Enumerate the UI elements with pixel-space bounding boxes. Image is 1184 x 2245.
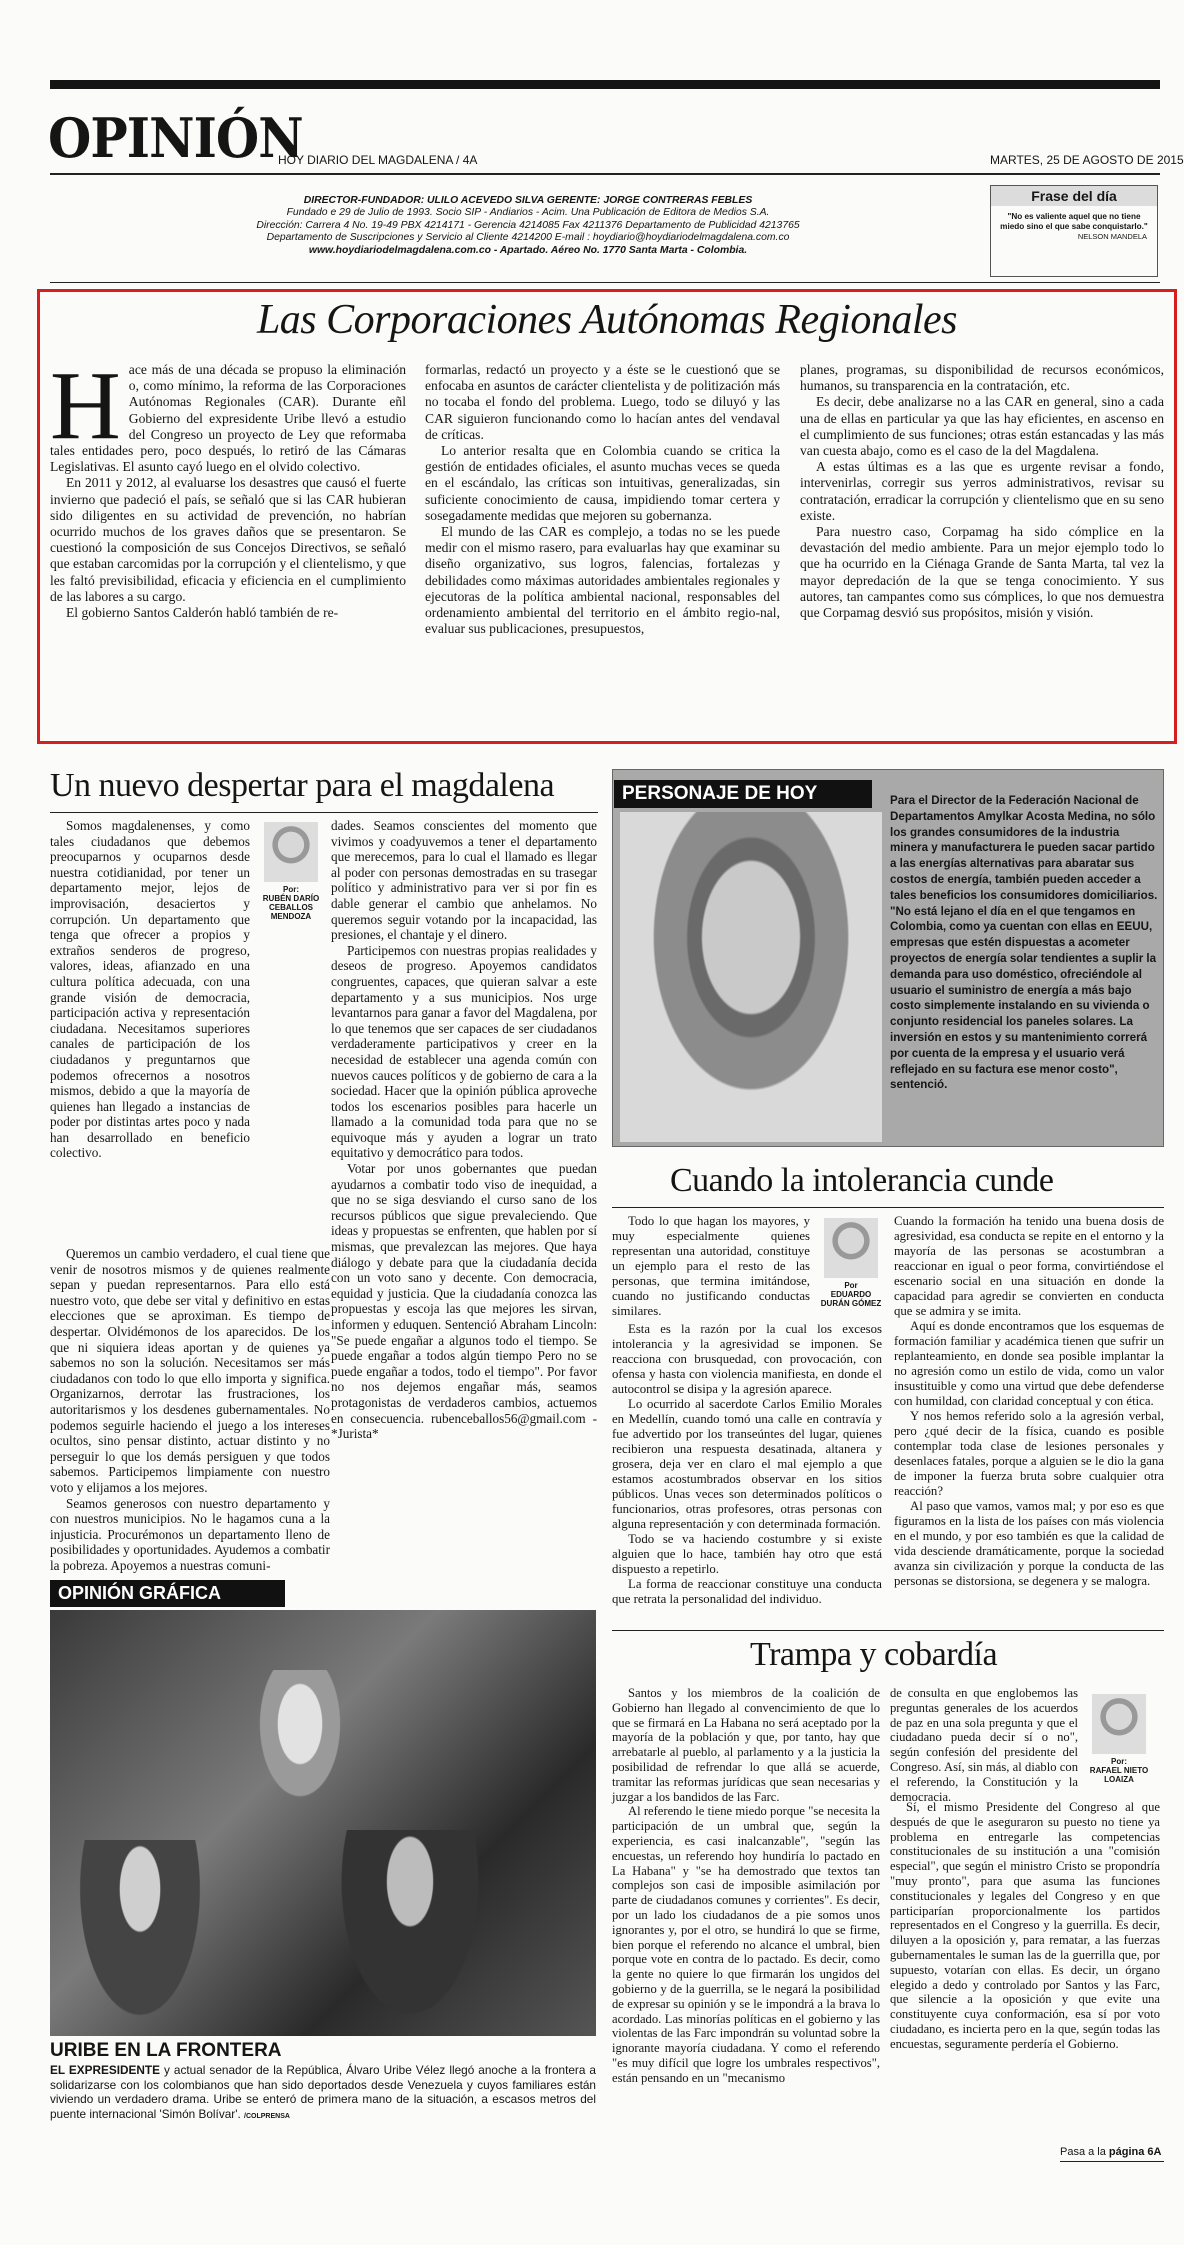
personaje-text: Para el Director de la Federación Nacional de Departamentos Amylkar Acosta Medina, no sólo los grandes consumidores de la industria minera y manufacturera le pueden sacar partido a las energías alternativas para abaratar sus costos de energía, también pueden acceder a tales beneficios los consumidores domiciliarios. "No está lejano el día en el que tengamos en Colombia, como ya cuentan con ellas en EEUU, empresas que estén dispuestas a acometer proyectos de energía solar tendientes a suplir la demanda para uso doméstico, ofreciéndole al usuario el suministro de energía a más bajo costo simplemente instalando en su vivienda o conjunto residencial los paneles solares. La inversión en estos y su mantenimiento correrá por cuenta de la empresa y el usuario verá reflejado en su factura ese menor costo", sentenció.	[890, 794, 1158, 1092]
despertar-column-1b	[50, 1246, 330, 1573]
paragraph: Queremos un cambio verdadero, el cual tiene que venir de nosotros mismos y de quienes realmente sepan y puedan representarnos. Para ello está nuestro voto, que debe ser vital y definitivo en estas elecciones que se aproximan. Es tiempo de despertar. Olvidémonos de los aparecidos. De los que ni siquiera ideas aportan y de quienes ya sabemos no son la solución. Necesitamos ser más ciudadanos con todo lo que ello importa y significa. Organizarnos, derrotar las frustraciones, los autoritarismos y los desdenes gubernamentales. No podemos seguirle haciendo el juego a los intereses ocultos, sino pensar distinto, actuar distinto y no perseguir lo que los demás persiguen y que todos sabemos. Participemos limpiamente con nuestro voto y elijamos a los mejores.	[50, 1246, 330, 1495]
divider	[50, 812, 598, 813]
credits-line: Departamento de Suscripciones y Servicio al Cliente 4214200 E-mail : hoydiario@hoydiariodelmagdalena.com.co	[266, 232, 790, 244]
frase-quote: "No es valiente aquel que no tiene miedo sino el que sabe conquistarlo."	[1000, 212, 1148, 231]
intolerancia-column-2	[894, 1214, 1164, 1589]
paragraph: Para nuestro caso, Corpamag ha sido cómplice en la devastación del medio ambiente. Para un mejor ejemplo todo lo que ha ocurrido en la Ciénaga Grande de Santa Marta, tal vez la mayor depredación de la que se tenga conocimiento. Y sus autores, tan campantes como sus cómplices, lo que nos demuestra que Corpamag desvió sus propósitos, misión y visión.	[800, 524, 1164, 621]
header-bottom-rule	[50, 282, 1160, 283]
paragraph: Lo anterior resalta que en Colombia cuando se critica la gestión de entidades oficiales, el asunto muchas veces se queda en el escándalo, las críticas son intuitivas, generalizadas, sin suficiente conocimiento de causa, impidiendo tomar certera y sosegadamente medidas que mejoren su gobernanza.	[425, 443, 780, 523]
paragraph: Es decir, debe analizarse no a las CAR en general, sino a cada una de ellas en particular ya que las hay eficientes, en ascenso en el cumplimiento de sus funciones; otras están estancadas y las más van cuesta abajo, como es el caso de la del Magdalena.	[800, 394, 1164, 459]
photo-credit: /COLPRENSA	[244, 2112, 290, 2120]
despertar-column-1	[50, 818, 330, 1161]
top-rule	[50, 80, 1160, 89]
photo-figure	[70, 1840, 210, 2036]
despertar-title: Un nuevo despertar para el magdalena	[50, 767, 555, 804]
grafica-photo	[50, 1610, 596, 2036]
author-byline	[819, 1218, 883, 1308]
intolerancia-title: Cuando la intolerancia cunde	[670, 1162, 1054, 1199]
author-label: Por:	[1111, 1757, 1127, 1766]
masthead-rule	[50, 173, 1160, 175]
paragraph: En 2011 y 2012, al evaluarse los desastres que causó el fuerte invierno que padeció el país, se señaló que si las CAR hubieran sido diligentes en su actividad de prevención, no habrían ocurrido muchos de los graves daños que se presentaron. Se cuestionó la composición de sus Concejos Directivos, se señaló que estaban carcomidas por la corrupción y el clientelismo, y que les faltó previsibilidad, eficacia y eficiencia en el cumplimiento de las labores a su cargo.	[50, 475, 406, 604]
author-label: Por:	[283, 885, 299, 894]
trampa-column-1	[612, 1686, 880, 2086]
author-photo	[824, 1218, 878, 1278]
trampa-column-2	[890, 1686, 1078, 1804]
editorial-title: Las Corporaciones Autónomas Regionales	[256, 297, 958, 343]
paragraph: Todo se va haciendo costumbre y si existe alguien que lo hace, también hay otro que está dispuesto a repetirlo.	[612, 1532, 882, 1576]
author-label: Por	[844, 1281, 858, 1290]
paragraph: Cuando la formación ha tenido una buena dosis de agresividad, esa conducta se repite en el entorno y la mayoría de las personas se acostumbran a reaccionar en igual o peor forma, convirtiéndose el escenario social en una situación en donde la capacidad para agredir se convierten en conducta que se admira y se imita.	[894, 1214, 1164, 1318]
paragraph: Somos magdalenenses, y como tales ciudadanos que debemos preocuparnos y ocuparnos desde nuestra cotidianidad, por tener un departamento mejor, lejos de improvisación, desaciertos y corrupción. Un departamento que tenga que ofrecer a propios y extraños senderos de progreso, valores, ideas, afianzado en una cultura política adecuada, con una grande visión de democracia, participación activa y representación ciudadana. Necesitamos superiores canales de participación de los ciudadanos y preguntarnos que podemos ofrecernos a nosotros mismos, debido a que la mayoría de quienes han llegado a instancias de poder por distintas artes poco y nada han desarrollado en beneficio colectivo.	[50, 818, 250, 1161]
paragraph: Lo ocurrido al sacerdote Carlos Emilio Morales en Medellín, cuando tomó una calle en contravía y fue advertido por los transeúntes del lugar, quienes recibieron una respuesta desatinada, altanera y grosera, deja ver en claro el mal ejemplo a que estamos acostumbrados observar en los sitios públicos. Unas veces son determinados políticos o funcionarios, otras profesores, otras personas con alguna representación y con determinada formación.	[612, 1397, 882, 1531]
divider	[612, 1630, 1164, 1631]
paragraph: dades. Seamos conscientes del momento que vivimos y coadyuvemos a tener el departamento que merecemos, para lo cual el llamado es llegar al poder con personas demostradas en su trasegar político y administrativo para ver si por fin es dable generar el cambio que anhelamos. No queremos seguir votando por la incapacidad, las presiones, el chantaje y el dinero.	[331, 818, 597, 943]
editorial-column-2	[425, 362, 780, 637]
paragraph: Votar por unos gobernantes que puedan ayudarnos a combatir todo viso de inequidad, a que no se siga desviando el curso sano de los recursos públicos que sigue prevaleciendo. Que ideas y propuestas se enfrenten, que hablen por sí mismas, que prevalezcan las mejores. Que haya diálogo y debate para que la ciudadanía decida con un voto sano y decente. Con democracia, equidad y justicia. Que la ciudadanía conozca las propuestas y escoja las que mejores les sirvan, informen y eduquen. Sentenció Abraham Lincoln: "Se puede engañar a algunos todo el tiempo. Se puede engañar a todos algún tiempo Pero no se puede engañar a todos, todo el tiempo". Por favor no nos dejemos engañar más, seamos protagonistas de verdaderos cambios, actuemos en consecuencia. rubenceballos56@gmail.com -*Jurista*	[331, 1161, 597, 1442]
paragraph: formarlas, redactó un proyecto y a éste se le cuestionó que se enfocaba en asuntos de carácter clientelista y de politización más no tocaba el fondo del problema. Luego, todo se diluyó y las CAR siguieron funcionando como lo hacían antes del vendaval de críticas.	[425, 362, 780, 442]
frase-author: NELSON MANDELA	[1077, 232, 1147, 241]
personaje-photo	[620, 812, 882, 1142]
caption-lead: EL EXPRESIDENTE	[50, 2063, 160, 2077]
paragraph: Seamos generosos con nuestro departamento y con nuestros municipios. No le hagamos cuna a la injusticia. Procurémonos un departamento lleno de posibilidades y oportunidades. Ayudemos a combatir la pobreza. Apoyemos a nuestras comuni-	[50, 1495, 330, 1573]
grafica-caption-title: URIBE EN LA FRONTERA	[50, 2040, 282, 2061]
author-name: RAFAEL NIETO LOAIZA	[1089, 1766, 1149, 1784]
despertar-column-2	[331, 818, 597, 1442]
credits-line: Fundado e 29 de Julio de 1993. Socio SIP - Andiarios - Acim. Una Publicación de Editora de Medios S.A.	[286, 207, 770, 219]
author-name: RUBÉN DARÍO CEBALLOS MENDOZA	[262, 894, 320, 921]
grafica-caption	[50, 2063, 596, 2124]
continue-label: Pasa a la	[1060, 2146, 1109, 2158]
photo-figure	[230, 1670, 370, 1850]
personaje-label: PERSONAJE DE HOY	[614, 780, 872, 808]
divider	[1060, 2161, 1164, 2162]
credits-block	[168, 195, 888, 257]
paragraph: de consulta en que englobemos las preguntas generales de los acuerdos de paz en una sola pregunta y que el ciudadano pueda decir sí o no", según confesión del presidente del Congreso. Así, sin más, al diablo con el referendo, la Constitución y la democracia.	[890, 1686, 1078, 1804]
paragraph: A estas últimas es a las que es urgente revisar a fondo, intervenirlas, corregir sus yerros administrativos, revisar su contratación, erradicar la corrupción y clientelismo que en su seno existe.	[800, 459, 1164, 523]
trampa-column-2b	[890, 1800, 1160, 2052]
editorial-column-1	[50, 352, 406, 621]
author-photo	[1092, 1694, 1146, 1754]
trampa-title: Trampa y cobardía	[750, 1636, 998, 1673]
paragraph: Al paso que vamos, vamos mal; y por eso es que figuramos en la lista de los países con más violencia en el mundo, y por eso también es que la calidad de vida desciende dramáticamente, porque la sociedad avanza sin civilización y porque la conducta de las personas se distorsiona, se degenera y se malogra.	[894, 1499, 1164, 1588]
frase-del-dia-box	[990, 185, 1158, 277]
intolerancia-column-1b	[612, 1322, 882, 1607]
paragraph: Santos y los miembros de la coalición de Gobierno han llegado al convencimiento de que lo que se firmará en La Habana no será aceptado por la mayoría de la población y que, por tanto, hay que arrebatarle al pueblo, al parlamento y a la justicia la posibilidad de refrendar lo que allá se acuerde, tramitar las reformas jurídicas que sean necesarias y juzgar a los bandidos de las Farc.	[612, 1686, 880, 1804]
photo-figure	[330, 1830, 490, 2036]
credits-line: DIRECTOR-FUNDADOR: ULILO ACEVEDO SILVA GERENTE: JORGE CONTRERAS FEBLES	[303, 195, 753, 206]
paragraph: planes, programas, su disponibilidad de recursos económicos, humanos, su transparencia en la contratación, etc.	[800, 362, 1164, 394]
paragraph: La forma de reaccionar constituye una conducta que retrata la personalidad del individuo.	[612, 1577, 882, 1606]
paragraph: ace más de una década se propuso la eliminación o, como mínimo, la reforma de las Corporaciones Autónomas Regionales (CAR). Durante eñl Gobierno del expresidente Uribe llevó a estudio del Congreso un proyecto de Ley que reformaba tales entidades pero, poco después, lo retiró de las Cámaras Legislativas. El asunto cayó luego en el olvido colectivo.	[50, 362, 406, 475]
paragraph: Y nos hemos referido solo a la agresión verbal, pero ¿qué decir de la física, cuando es posible contemplar toda clase de lesiones personales y desenlaces fatales, porque a alguien se le dio la gana de imponer la fuerza bruta sobre cualquier otra reacción?	[894, 1409, 1164, 1498]
editorial-column-3	[800, 362, 1164, 621]
author-name: EDUARDO DURÁN GÓMEZ	[820, 1290, 882, 1308]
paragraph: Aquí es donde encontramos que los esquemas de formación familiar y académica tienen que sufrir un replanteamiento, en donde sea posible implantar la no agresión como un estilo de vida, como un valor insustituible y como una virtud que debe defenderse con humildad, con claridad conceptual y con ética.	[894, 1319, 1164, 1408]
paragraph: Participemos con nuestras propias realidades y deseos de progreso. Apoyemos candidatos congruentes, capaces, que quieran salvar a este departamento y a sus municipios. Nos urge levantarnos para ganar a favor del Magdalena, por lo que tenemos que ser capaces de ser ciudadanos verdaderamente participativos y creer en la necesidad de establecer una agenda común con nuevos cauces políticos y de gobierno de cara a la sociedad. Hacer que la opinión pública aproveche todos los escenarios posibles para hacerle un llamado a la comunidad toda para que no se equivoque más y ayuden a lograr un trato equitativo y democrático para todos.	[331, 942, 597, 1161]
paragraph: Al referendo le tiene miedo porque "se necesita la participación de un umbral que, según la experiencia, es casi inalcanzable", "según las encuestas, un referendo hoy hundiría lo pactado en La Habana" y "se ha demostrado que textos tan complejos son casi de imposible asimilación por parte de ciudadanos comunes y corrientes". Es decir, por un lado los ciudadanos de a pie somos unos ignorantes y, por el otro, se hundirá lo que se firme, bien porque el referendo no alcance el umbral, bien porque vote en contra de lo pactado. Es decir, como la gente no quiere lo que firmarán los ungidos del gobierno y de la guerrilla, se le negará la posibilidad de expresar su opinión y se le impondrá a la brava lo acordado. Las minorías políticas en el gobierno y las violentas de las Farc impondrán su voluntad sobre la ignorante mayoría ciudadana. Y como el referendo "es muy difícil que logre los umbrales respectivos", están pensando en un "mecanismo	[612, 1804, 880, 2085]
paragraph: Esta es la razón por la cual los excesos intolerancia y la agresividad se imponen. Se reacciona con brusquedad, con provocación, con ofensa y hasta con violencia manifiesta, en donde el autocontrol se disipa y la agresión aparece.	[612, 1322, 882, 1396]
continue-page-link[interactable]: página 6A	[1108, 2146, 1162, 2158]
author-byline	[1086, 1694, 1152, 1784]
newspaper-subtitle: HOY DIARIO DEL MAGDALENA / 4A	[278, 153, 478, 167]
caption-text: y actual senador de la República, Álvaro Uribe Vélez llegó anoche a la frontera a solidarizarse con los colombianos que han sido deportados desde Venezuela y cuyos familiares están viviendo un verdadero drama. Uribe se enteró de primera mano de la situación, a escasos metros del puente internacional 'Simón Bolívar'.	[50, 2063, 596, 2121]
divider	[612, 1207, 1164, 1208]
paragraph: Sí, el mismo Presidente del Congreso al que después de que le aseguraron su puesto no tiene ya problema en entregarle las competencias constitucionales de su institución a una "comisión especial", que según el ministro Cristo se propondría "muy pronto", para que asuma las funciones constitucionales y legales del Congreso y en que participarían proporcionalmente los partidos representados en el Congreso y la guerrilla. Es decir, diluyen a la oposición y, para rematar, a las fuerzas gubernamentales le suman las de la guerrilla que, por supuesto, votarían con ellas. Es decir, un órgano elegido a dedo y controlado por Santos y las Farc, que silencie a la oposición y que evite una constituyente cuya conformación, esa sí por voto ciudadano, es incierta pero en la que, según todas las encuestas, seguramente perdería el Gobierno.	[890, 1800, 1160, 2051]
issue-date: MARTES, 25 DE AGOSTO DE 2015	[990, 153, 1184, 167]
continue-note	[1060, 2146, 1162, 2158]
credits-line: www.hoydiariodelmagdalena.com.co - Apartado. Aéreo No. 1770 Santa Marta - Colombia.	[308, 244, 748, 256]
intolerancia-column-1	[612, 1214, 810, 1319]
paragraph: Todo lo que hagan los mayores, y muy especialmente quienes representan una autoridad, constituye un ejemplo para el resto de las personas, que termina imitándose, cuando no justificando conductas similares.	[612, 1214, 810, 1318]
paragraph: El gobierno Santos Calderón habló también de re-	[66, 605, 339, 621]
frase-title: Frase del día	[991, 186, 1157, 206]
grafica-label: OPINIÓN GRÁFICA	[50, 1580, 285, 1607]
credits-line: Dirección: Carrera 4 No. 19-49 PBX 4214171 - Gerencia 4214085 Fax 4211376 Departamento de Publicidad 4213765	[256, 219, 800, 231]
paragraph: El mundo de las CAR es complejo, a todas no se les puede medir con el mismo rasero, para evaluarlas hay que examinar su diseño organizativo, sus logros, falencias, fortalezas y debilidades como máximas autoridades ambientales regionales y ejecutoras de la política ambiental nacional, responsables del ordenamiento ambiental del territorio en el ámbito regio-nal, evaluar sus publicaciones, presupuestos,	[425, 524, 780, 637]
section-title: OPINIÓN	[48, 106, 303, 170]
drop-cap: H	[50, 352, 121, 460]
